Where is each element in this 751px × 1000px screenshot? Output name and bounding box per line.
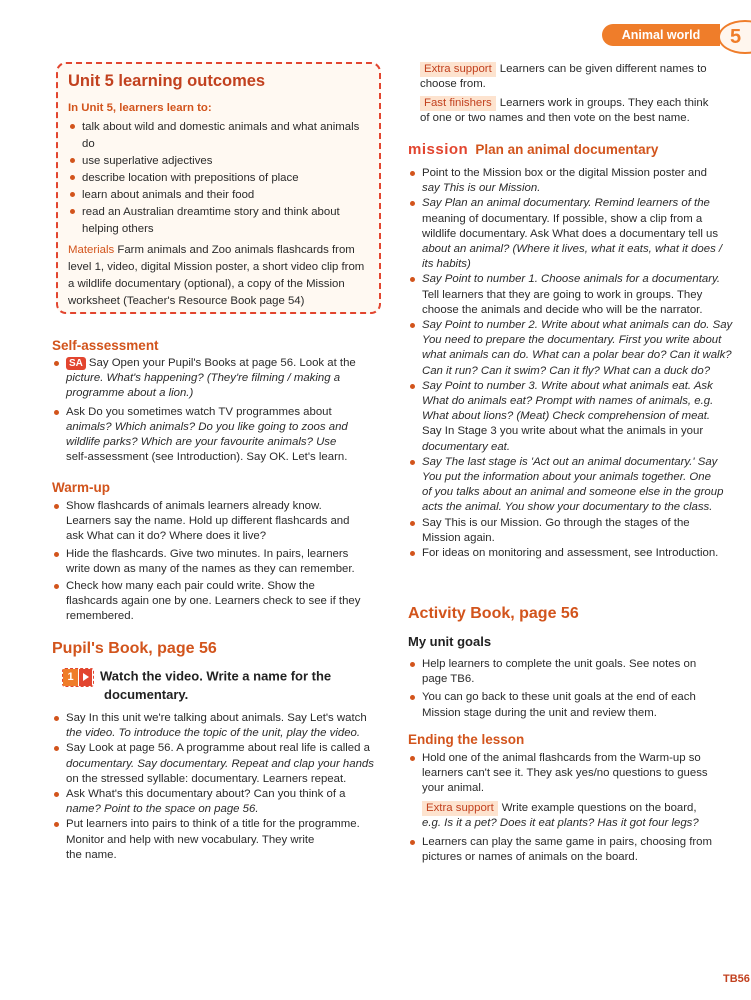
mission-item: For ideas on monitoring and assessment, see Introduction. [408,546,748,561]
materials-paragraph [68,242,373,310]
extra-support-note: Extra support Learners can be given different names to choose from. [420,63,707,91]
self-assessment-heading: Self-assessment [52,338,159,353]
ending-list [408,751,748,797]
activity-book-heading: Activity Book, page 56 [408,605,579,622]
mission-item: Say Point to number 3. Write about what animals eat. Ask What do animals eat? Prompt with names of animals, e.g. What about lions? (Meat) Check comprehension of meat. Say In Stage 3 you write about what the animals in your documentary eat. [408,379,748,455]
pupils-book-list [52,711,392,863]
pupils-book-item: Put learners into pairs to think of a title for the programme. Monitor and help with new vocabulary. They write the name. [52,817,392,863]
ending-list-2 [408,835,748,865]
extra-support-tag: Extra support [422,801,498,816]
outcome-item: read an Australian dreamtime story and think about helping others [68,204,368,238]
pupils-book-item: Say Look at page 56. A programme about real life is called a documentary. Say documentary. Repeat and clap your hands on the stressed syllable: documentary. Learners repeat. [52,741,392,787]
learning-outcomes-box [56,62,381,314]
mission-list [408,166,748,561]
pupils-book-item: Ask What's this documentary about? Can you think of a name? Point to the space on page 56. [52,787,392,817]
mission-item: Say This is our Mission. Go through the stages of the Mission again. [408,516,748,546]
outcome-item: use superlative adjectives [68,153,368,170]
outcomes-list [68,119,368,238]
section-title-pill: Animal world [602,24,720,46]
pupils-book-heading: Pupil's Book, page 56 [52,640,217,657]
mission-item: Say Point to number 2. Write about what animals can do. Say You need to prepare the documentary. First you write about what animals can do. What can a polar bear do? Can it walk? Can it run? Can it swim? Can it fly? What can a duck do? [408,318,748,379]
mission-heading [408,142,748,159]
activity-1-title: 1 Watch the video. Write a name for the documentary. [62,668,392,704]
video-activity-icon: 1 [62,668,94,687]
mission-item: Point to the Mission box or the digital Mission poster and say This is our Mission. [408,166,748,196]
outcome-item: talk about wild and domestic animals and what animals do [68,119,368,153]
mission-logo: mission [408,141,469,158]
ending-extra-support-note: Extra support Write example questions on the board, e.g. Is it a pet? Does it eat plants? Has it got four legs? [422,802,699,830]
outcome-item: learn about animals and their food [68,187,368,204]
pupils-book-item: Say In this unit we're talking about animals. Say Let's watch the video. To introduce the topic of the unit, play the video. [52,711,392,741]
mission-item: Say The last stage is 'Act out an animal documentary.' Say You put the information about your animals together. One of you talks about an animal and someone else in the group acts the animal. You show your documentary to the class. [408,455,748,516]
self-assessment-item: Ask Do you sometimes watch TV programmes about animals? Which animals? Do you like going to zoos and wildlife parks? Which are your favourite animals? Use self-assessment (see Introduction). Say OK. Let's learn. [52,405,387,466]
activity-book-item: You can go back to these unit goals at the end of each Mission stage during the unit and review them. [408,690,748,720]
extra-support-tag: Extra support [420,62,496,77]
warmup-item: Check how many each pair could write. Show the flashcards again one by one. Learners check to see if they remembered. [52,579,392,625]
sa-badge: SA [66,357,86,370]
fast-finishers-note: Fast finishers Learners work in groups. They each think of one or two names and then vote on the best name. [420,97,709,125]
unit-goals-subheading: My unit goals [408,634,492,649]
outcome-item: describe location with prepositions of place [68,170,368,187]
fast-finishers-tag: Fast finishers [420,96,496,111]
mission-title: Plan an animal documentary [475,142,659,157]
materials-label: Materials [68,244,115,256]
ending-item: Learners can play the same game in pairs, choosing from pictures or names of animals on the board. [408,835,748,865]
outcomes-title: Unit 5 learning outcomes [68,72,266,90]
activity-book-list [408,657,748,721]
ending-heading: Ending the lesson [408,732,525,747]
mission-item: Say Plan an animal documentary. Remind learners of the meaning of documentary. If possible, show a clip from a wildlife documentary. Ask What does a documentary tell us about an animal? (Where it lives, what it eats, what it does / its habits) [408,196,748,272]
activity-book-item: Help learners to complete the unit goals. See notes on page TB6. [408,657,748,687]
outcomes-intro: In Unit 5, learners learn to: [68,102,212,114]
materials-text: Farm animals and Zoo animals flashcards from level 1, video, digital Mission poster, a short video clip from a wildlife documentary (optional), a copy of the Mission worksheet (Teacher's Resource Book page 54) [68,244,365,307]
page-number: TB56 [723,973,750,985]
warmup-item: Hide the flashcards. Give two minutes. In pairs, learners write down as many of the names as they can remember. [52,547,392,577]
self-assessment-list [52,356,387,465]
warmup-item: Show flashcards of animals learners already know. Learners say the name. Hold up different flashcards and ask What can it do? Where does it live? [52,499,392,545]
warmup-list [52,499,392,625]
warmup-heading: Warm-up [52,480,110,495]
ending-item: Hold one of the animal flashcards from the Warm-up so learners can't see it. They ask yes/no questions to guess your animal. [408,751,748,797]
self-assessment-item: SA Say Open your Pupil's Books at page 56. Look at the picture. What's happening? (They're filming / making a programme about a lion.) [52,356,387,402]
mission-item: Say Point to number 1. Choose animals for a documentary. Tell learners that they are going to work in groups. They choose the animals and decide who will be the narrator. [408,272,748,318]
unit-number-badge: 5 [718,20,751,54]
